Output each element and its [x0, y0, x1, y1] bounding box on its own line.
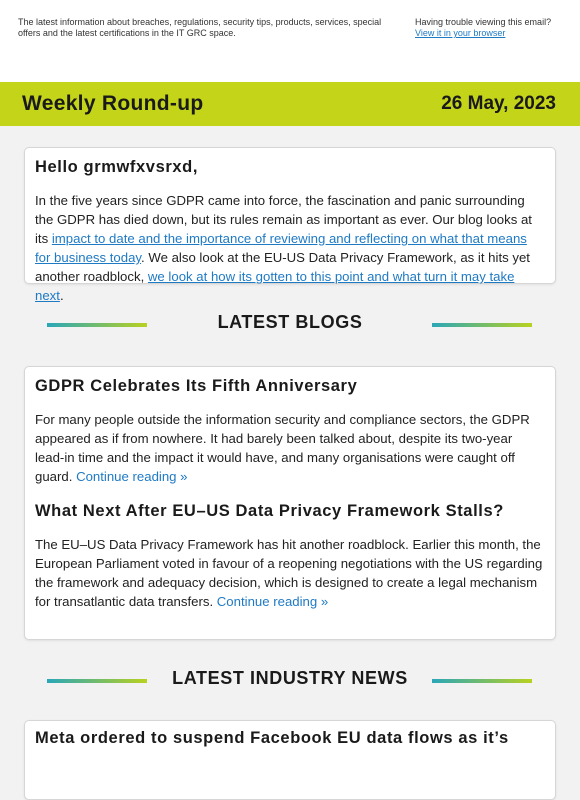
blog-title-2[interactable]: What Next After EU–US Data Privacy Framework Stalls?	[35, 502, 504, 520]
preheader-intro: The latest information about breaches, regulations, security tips, products, services, special offers and the latest certifications in the IT GRC space.	[18, 17, 382, 38]
continue-reading-link-1[interactable]: Continue reading »	[76, 469, 188, 484]
framework-link[interactable]: we look at how its gotten to this point and what turn it may take next	[35, 269, 515, 303]
section-title-news: LATEST INDUSTRY NEWS	[172, 668, 408, 688]
blogs-card	[24, 366, 556, 640]
continue-reading-link-2[interactable]: Continue reading »	[216, 594, 329, 609]
greeting-heading: Hello grmwfxvsrxd,	[35, 158, 199, 176]
trouble-text: Having trouble viewing this email?	[415, 17, 552, 27]
divider-right	[432, 679, 532, 683]
latest-news-heading	[0, 640, 580, 720]
divider-right	[432, 323, 532, 327]
weekly-banner	[0, 82, 580, 126]
greeting-card	[24, 147, 556, 303]
blog-text-2: The EU–US Data Privacy Framework has hit another roadblock. Earlier this month, the European Parliament voted in favour of a reopening negotiations with the US regarding the framework and adequacy decision, which is designed to create a legal mechanism for transatlantic data transfers.	[35, 537, 543, 609]
blog-excerpt-1	[35, 410, 545, 486]
preheader	[0, 0, 580, 82]
greeting-text-2: . We also look at the EU-US Data Privacy Framework, as it hits yet another roadblock,	[35, 250, 530, 284]
preheader-right	[415, 17, 565, 39]
banner-date: 26 May, 2023	[441, 93, 556, 114]
blog-text-1: For many people outside the information security and compliance sectors, the GDPR appeared as if from nowhere. It had barely been talked about, despite its two-year lead-in time and the impact it would have, and many organisations were caught off guard.	[35, 412, 530, 484]
latest-blogs-heading	[0, 284, 580, 366]
section-title-blogs: LATEST BLOGS	[217, 312, 363, 332]
greeting-text-3: .	[59, 288, 64, 303]
blog-excerpt-2	[35, 535, 545, 611]
blog-title-1[interactable]: GDPR Celebrates Its Fifth Anniversary	[35, 377, 358, 395]
view-in-browser-link[interactable]: View it in your browser	[415, 28, 506, 38]
greeting-text-1: In the five years since GDPR came into force, the fascination and panic surrounding the GDPR has died down, but its rules remain as important as ever. Our blog looks at its	[35, 193, 532, 246]
impact-link[interactable]: impact to date and the importance of reviewing and reflecting on what that means for business today	[35, 231, 527, 265]
news-title-1[interactable]: Meta ordered to suspend Facebook EU data flows as it’s	[35, 729, 509, 747]
news-card	[24, 720, 556, 800]
banner-title: Weekly Round-up	[22, 92, 204, 115]
